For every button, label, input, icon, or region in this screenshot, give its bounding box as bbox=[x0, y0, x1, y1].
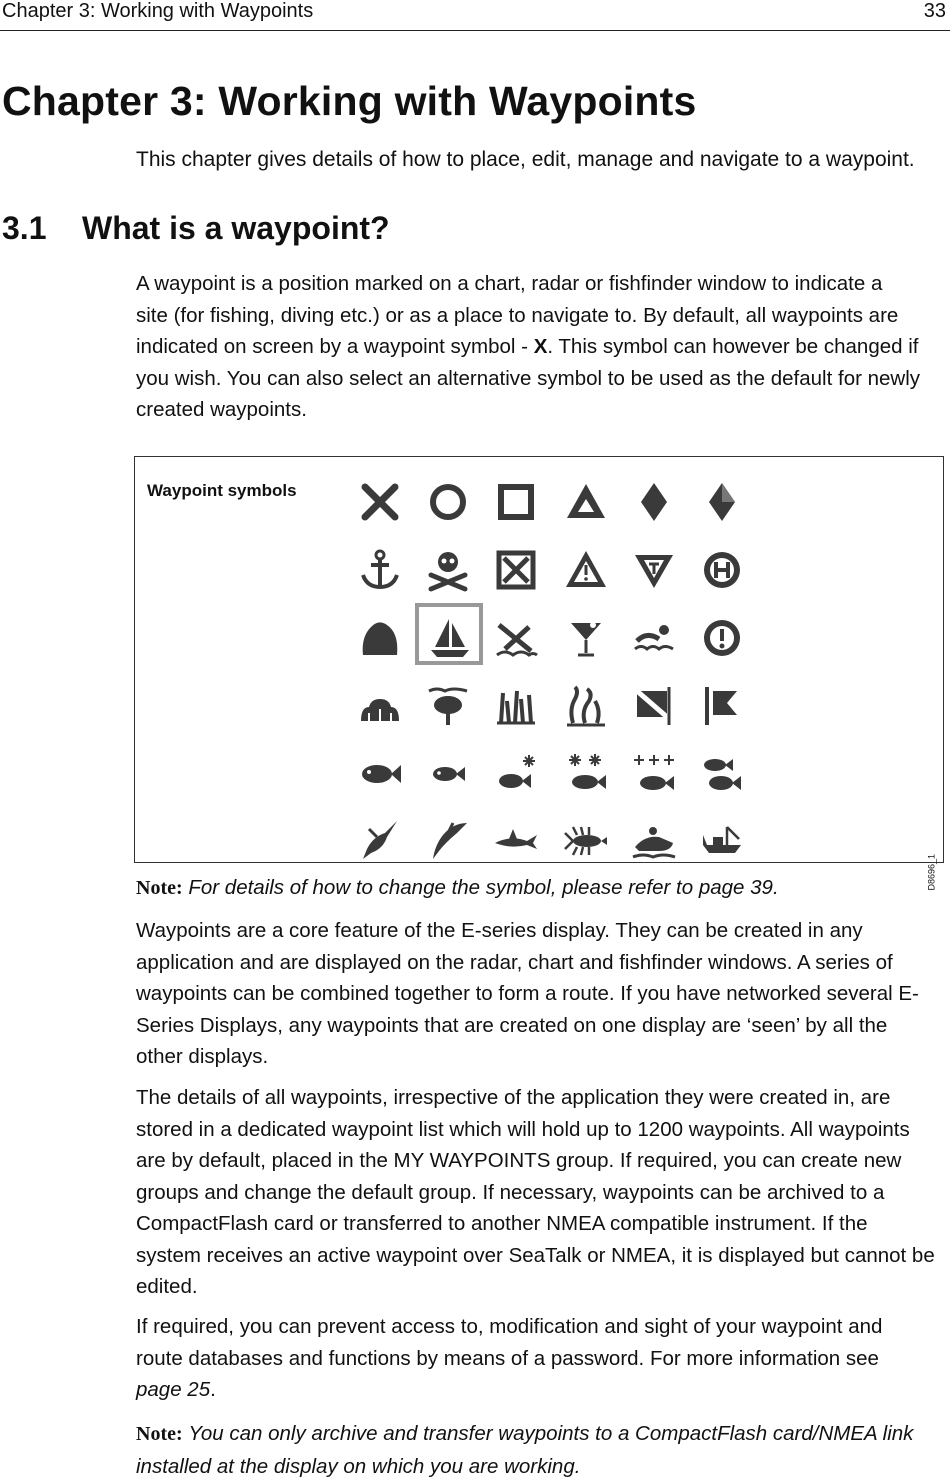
note-text: For details of how to change the symbol, please refer to page 39. bbox=[188, 876, 778, 899]
skull-crossbones-icon bbox=[423, 545, 473, 595]
paragraph-line-part: indicated on screen by a waypoint symbol - bbox=[136, 335, 534, 358]
paragraph-line: are by default, placed in the MY WAYPOINTS group. If required, you can create new bbox=[136, 1145, 946, 1177]
square-symbol-icon bbox=[491, 477, 541, 527]
running-header bbox=[0, 0, 950, 31]
chapter-intro: This chapter gives details of how to place, edit, manage and navigate to a waypoint. bbox=[136, 148, 915, 172]
seaweed-tree-icon bbox=[423, 681, 473, 731]
note-text: You can only archive and transfer waypoints to a CompactFlash card/NMEA link bbox=[188, 1422, 913, 1445]
paragraph-line: you wish. You can also select an alternative symbol to be used as the default for newly bbox=[136, 363, 946, 395]
page-number: 33 bbox=[924, 0, 946, 23]
circled-exclamation-icon bbox=[697, 613, 747, 663]
paragraph-line: Waypoints are a core feature of the E-series display. They can be created in any bbox=[136, 915, 946, 947]
diamond-symbol-icon bbox=[629, 477, 679, 527]
paragraph-line: groups and change the default group. If necessary, waypoints can be archived to a bbox=[136, 1177, 946, 1209]
dive-flag-icon bbox=[629, 681, 679, 731]
paragraph-line: The details of all waypoints, irrespective of the application they were created in, are bbox=[136, 1082, 946, 1114]
chapter-title: Chapter 3: Working with Waypoints bbox=[2, 78, 697, 125]
fish-star-icon bbox=[491, 749, 541, 799]
triangle-symbol-icon bbox=[561, 477, 611, 527]
figure-code: D8696_1 bbox=[927, 854, 937, 891]
lobster-icon bbox=[561, 815, 611, 865]
shark-icon bbox=[491, 815, 541, 865]
note-change-symbol bbox=[136, 872, 946, 905]
cross-symbol-icon bbox=[355, 477, 405, 527]
figure-label: Waypoint symbols bbox=[147, 481, 297, 501]
anchor-icon bbox=[355, 545, 405, 595]
swimmer-icon bbox=[629, 613, 679, 663]
paragraph-line bbox=[136, 331, 946, 363]
marlin-icon bbox=[355, 815, 405, 865]
note-line bbox=[136, 872, 946, 905]
weed-bed-icon bbox=[491, 681, 541, 731]
paragraph-line: Series Displays, any waypoints that are created on one display are ‘seen’ by all the bbox=[136, 1010, 946, 1042]
section-heading: What is a waypoint? bbox=[82, 210, 390, 246]
rock-icon bbox=[355, 613, 405, 663]
sailboat-icon bbox=[425, 613, 475, 663]
boxed-x-icon bbox=[491, 545, 541, 595]
fish-icon bbox=[355, 749, 405, 799]
cocktail-icon bbox=[561, 613, 611, 663]
inverted-triangle-icon bbox=[629, 545, 679, 595]
small-fish-icon bbox=[423, 749, 473, 799]
circle-symbol-icon bbox=[423, 477, 473, 527]
paragraph-line: created waypoints. bbox=[136, 394, 946, 426]
running-title: Chapter 3: Working with Waypoints bbox=[2, 0, 313, 23]
dolphin-icon bbox=[423, 815, 473, 865]
paragraph-line: site (for fishing, diving etc.) or as a place to navigate to. By default, all waypoints are bbox=[136, 300, 946, 332]
helipad-icon bbox=[697, 545, 747, 595]
paragraph-line: waypoints can be combined together to form a route. If you have networked several E- bbox=[136, 978, 946, 1010]
paragraph-line: stored in a dedicated waypoint list which will hold up to 1200 waypoints. All waypoints bbox=[136, 1114, 946, 1146]
link-suffix: . bbox=[210, 1378, 216, 1401]
paragraph-line bbox=[136, 1374, 946, 1406]
paragraph-password bbox=[136, 1311, 946, 1406]
note-line bbox=[136, 1418, 946, 1451]
coral-reef-icon bbox=[355, 681, 405, 731]
fishing-boat-icon bbox=[697, 815, 747, 865]
waypoint-x-symbol: X bbox=[534, 335, 548, 358]
kelp-icon bbox=[561, 681, 611, 731]
paragraph-core-feature bbox=[136, 915, 946, 1073]
note-line: installed at the display on which you are working. bbox=[136, 1451, 946, 1482]
paragraph-line: If required, you can prevent access to, modification and sight of your waypoint and bbox=[136, 1311, 946, 1343]
paragraph-line: route databases and functions by means of a password. For more information see bbox=[136, 1343, 946, 1375]
section-number: 3.1 bbox=[2, 210, 82, 247]
fish-two-stars-icon bbox=[561, 749, 611, 799]
jetski-icon bbox=[629, 815, 679, 865]
paragraph-line: CompactFlash card or transferred to another NMEA compatible instrument. If the bbox=[136, 1208, 946, 1240]
paragraph-line: edited. bbox=[136, 1271, 946, 1303]
note-archive-transfer bbox=[136, 1418, 946, 1482]
paragraph-line: application and are displayed on the radar, chart and fishfinder windows. A series of bbox=[136, 947, 946, 979]
split-diamond-symbol-icon bbox=[697, 477, 747, 527]
paragraph-line: other displays. bbox=[136, 1041, 946, 1073]
pennant-flag-icon bbox=[697, 681, 747, 731]
warning-triangle-icon bbox=[561, 545, 611, 595]
note-label: Note: bbox=[136, 1423, 183, 1445]
fish-three-stars-icon bbox=[629, 749, 679, 799]
paragraph-waypoint-list bbox=[136, 1082, 946, 1303]
section-title bbox=[2, 210, 390, 247]
paragraph-what-is-waypoint bbox=[136, 268, 946, 426]
paragraph-line: system receives an active waypoint over SeaTalk or NMEA, it is displayed but cannot be bbox=[136, 1240, 946, 1272]
waypoint-symbols-figure bbox=[134, 456, 944, 863]
paragraph-line-part: . This symbol can however be changed if bbox=[547, 335, 918, 358]
page-25-link[interactable]: page 25 bbox=[136, 1378, 210, 1401]
paragraph-line: A waypoint is a position marked on a chart, radar or fishfinder window to indicate a bbox=[136, 268, 946, 300]
wreck-icon bbox=[491, 613, 541, 663]
note-label: Note: bbox=[136, 877, 183, 899]
school-of-fish-icon bbox=[697, 749, 747, 799]
